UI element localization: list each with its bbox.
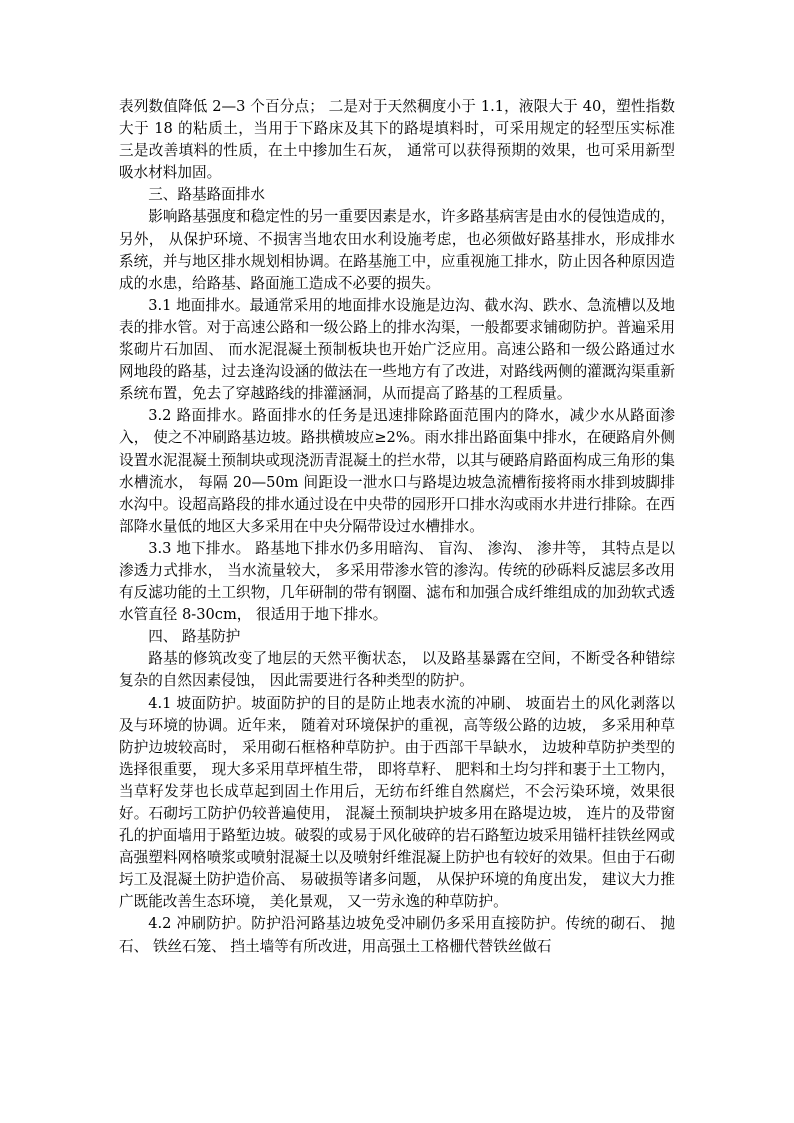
section-heading-drainage: 三、路基路面排水	[148, 186, 265, 204]
paragraph-drainage-intro: 影响路基强度和稳定性的另一重要因素是水，许多路基病害是由水的侵蚀造成的，另外， 从保护环境、不损害当地农田水利设施考虑，也必须做好路基排水，形成排水系统，并与地区排水规划相协调。在路基施工中，应重视施工排水，防止因各种原因造成的水患，给路基、路面施工造成不必要的损失。	[119, 208, 675, 292]
paragraph-slope-protection: 4.1 坡面防护。坡面防护的目的是防止地表水流的冲刷、 坡面岩土的风化剥落以及与环境的协调。近年来， 随着对环境保护的重视，高等级公路的边坡， 多采用种草防护边坡较高时， 采用砌石框格种草防护。由于西部干旱缺水， 边坡种草防护类型的选择很重要， 现大多采用草坪植生带， 即将草籽、 肥料和土均匀拌和裹于土工物内， 当草籽发芽也长成草起到固土作用后，无纺布纤维自然腐烂，不会污染环境，效果很好。石砌圬工防护仍较普遍使用， 混凝土预制块护坡多用在路堤边坡， 连片的及带窗孔的护面墙用于路堑边坡。破裂的或易于风化破碎的岩石路堑边坡采用锚杆挂铁丝网或高强塑料网格喷浆或喷射混凝土以及喷射纤维混凝上防护也有较好的效果。但由于石砌圬工及混凝土防护造价高、 易破损等诸多问题， 从保护环境的角度出发， 建议大力推广既能改善生态环境， 美化景观， 又一劳永逸的种草防护。	[119, 694, 675, 911]
paragraph-continuation: 表列数值降低 2—3 个百分点； 二是对于天然稠度小于 1.1，液限大于 40，塑性指数大于 18 的粘质土，当用于下路床及其下的路堤填料时，可采用规定的轻型压实标准 三是改善填料的性质，在土中掺加生石灰， 通常可以获得预期的效果，也可采用新型吸水材料加固。	[119, 98, 675, 182]
paragraph-underground-drainage: 3.3 地下排水。 路基地下排水仍多用暗沟、 盲沟、 渗沟、 渗井等， 其特点是以渗透力式排水， 当水流量较大， 多采用带渗水管的渗沟。传统的砂砾料反滤层多改用有反滤功能的土工织物，几年研制的带有钢圈、滤布和加强合成纤维组成的加劲软式透水管直径 8-30cm， 很适用于地下排水。	[119, 539, 675, 624]
section-heading-protection: 四、 路基防护	[148, 628, 241, 646]
paragraph-protection-intro: 路基的修筑改变了地层的天然平衡状态， 以及路基暴露在空间，不断受各种错综复杂的自然因素侵蚀， 因此需要进行各种类型的防护。	[119, 650, 675, 690]
paragraph-scour-protection: 4.2 冲刷防护。防护沿河路基边坡免受冲刷仍多采用直接防护。传统的砌石、 抛石、 铁丝石笼、 挡土墙等有所改进，用高强土工格栅代替铁丝做石	[119, 915, 675, 955]
document-page	[119, 96, 675, 958]
paragraph-pavement-drainage: 3.2 路面排水。路面排水的任务是迅速排除路面范围内的降水，减少水从路面渗入， 使之不冲刷路基边坡。路拱横坡应≥2%。雨水排出路面集中排水，在硬路肩外侧设置水泥混凝土预制块或现浇沥青混凝土的拦水带，以其与硬路肩路面构成三角形的集水槽流水， 每隔 20—50m 间距设一泄水口与路堤边坡急流槽衔接将雨水排到坡脚排水沟中。设超高路段的排水通过设在中央带的园形开口排水沟或雨水井进行排除。在西部降水量低的地区大多采用在中央分隔带设过水槽排水。	[119, 407, 675, 535]
paragraph-surface-drainage: 3.1 地面排水。最通常采用的地面排水设施是边沟、截水沟、跌水、急流槽以及地表的排水管。对于高速公路和一级公路上的排水沟渠，一般都要求铺砌防护。普遍采用浆砌片石加固、 而水泥混凝土预制板块也开始广泛应用。高速公路和一级公路通过水网地段的路基，过去逢沟设涵的做法在一些地方有了改进，对路线两侧的灌溉沟渠重新系统布置，免去了穿越路线的排灌涵洞，从而提高了路基的工程质量。	[119, 296, 675, 403]
